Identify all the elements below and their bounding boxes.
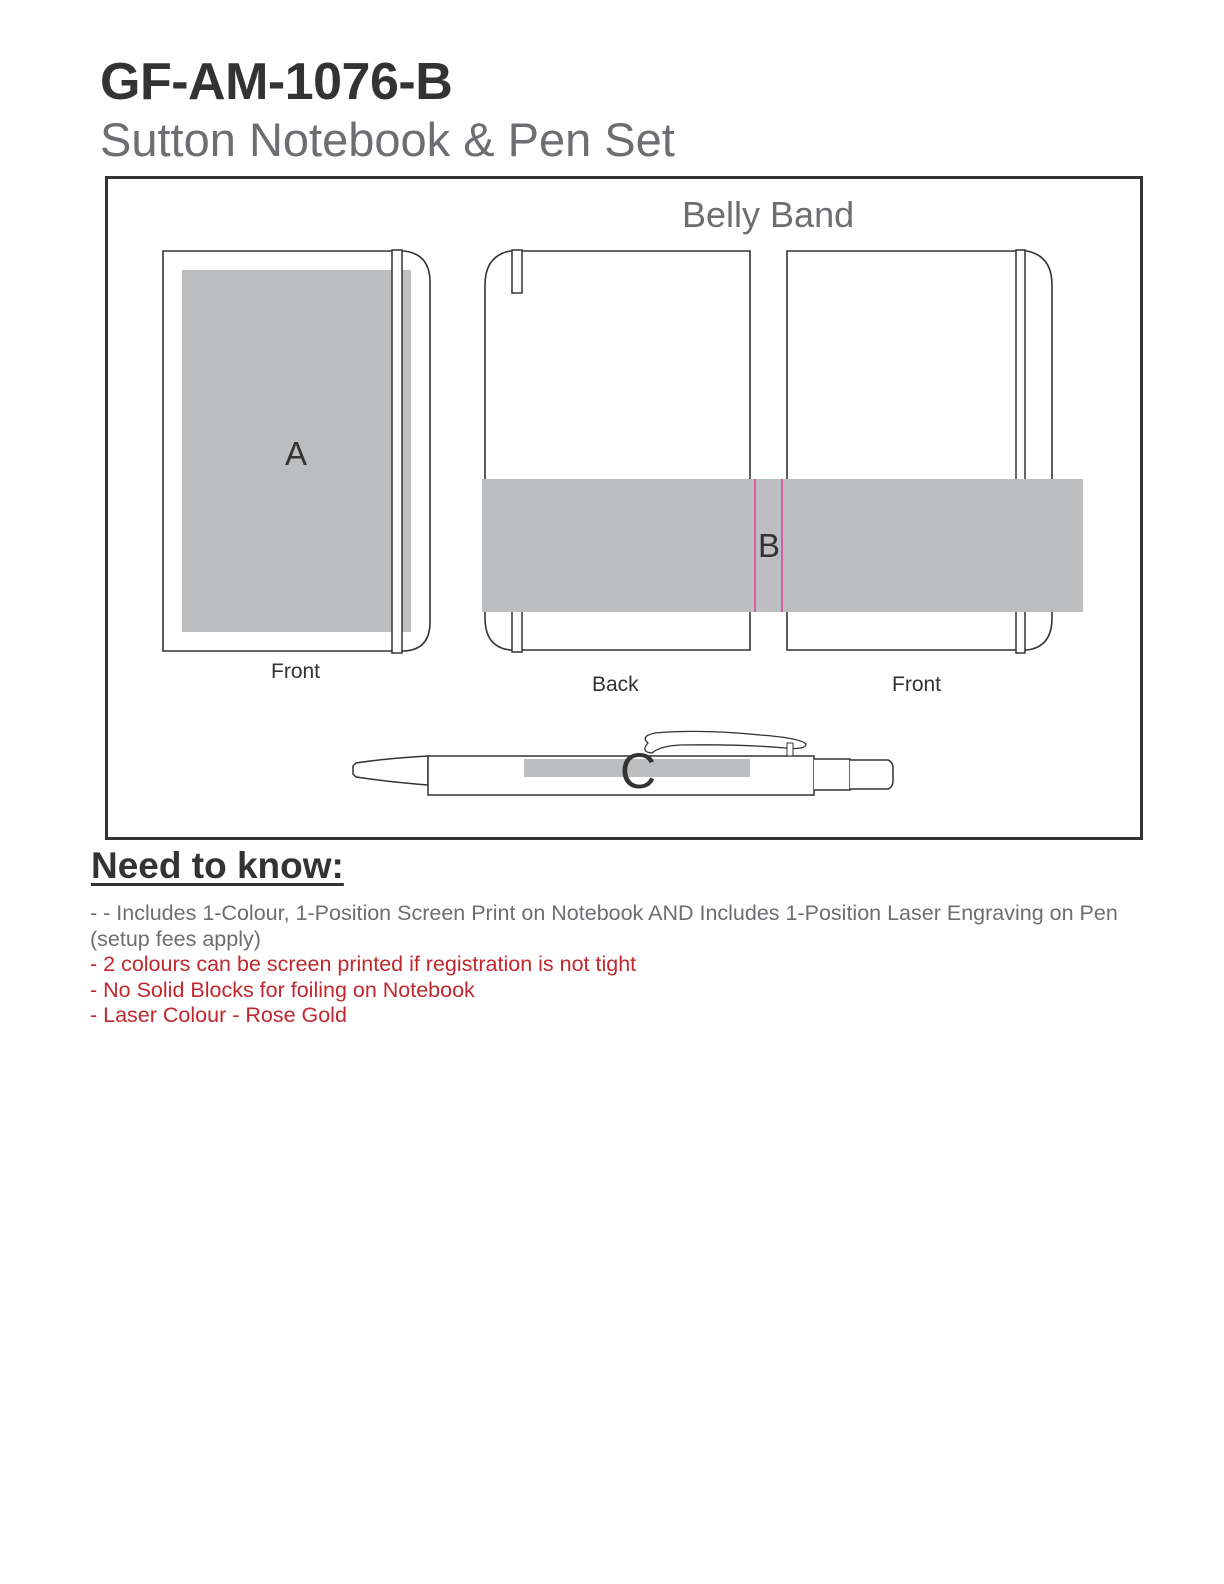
band-front-label: Front [892,673,942,696]
need-to-know-heading: Need to know: [91,845,344,886]
product-code: GF-AM-1076-B [100,53,453,111]
zone-a-label: A [285,435,308,472]
note-item: - No Solid Blocks for foiling on Notebook [90,977,475,1002]
product-name: Sutton Notebook & Pen Set [100,113,675,166]
elastic-band-top [512,250,522,293]
pen-tip [353,756,428,785]
zone-c-label: C [620,743,657,799]
pen-plunger [850,760,893,789]
elastic-band [392,250,402,653]
pen-end [814,759,850,790]
elastic-band-bottom [512,610,522,652]
band-back-label: Back [592,673,639,696]
note-item: - - Includes 1-Colour, 1-Position Screen Print on Notebook AND Includes 1-Position Laser Engraving on Pen (setup fees apply) [90,901,1118,951]
pen-clip [645,731,806,753]
note-item: - 2 colours can be screen printed if registration is not tight [90,952,637,976]
belly-band-title: Belly Band [682,194,855,235]
note-item: - Laser Colour - Rose Gold [90,1003,347,1027]
pen-clip-hinge [787,743,793,756]
need-to-know-notes [90,901,1160,1029]
zone-b-label: B [758,527,781,564]
notebook-front-label: Front [271,660,321,683]
